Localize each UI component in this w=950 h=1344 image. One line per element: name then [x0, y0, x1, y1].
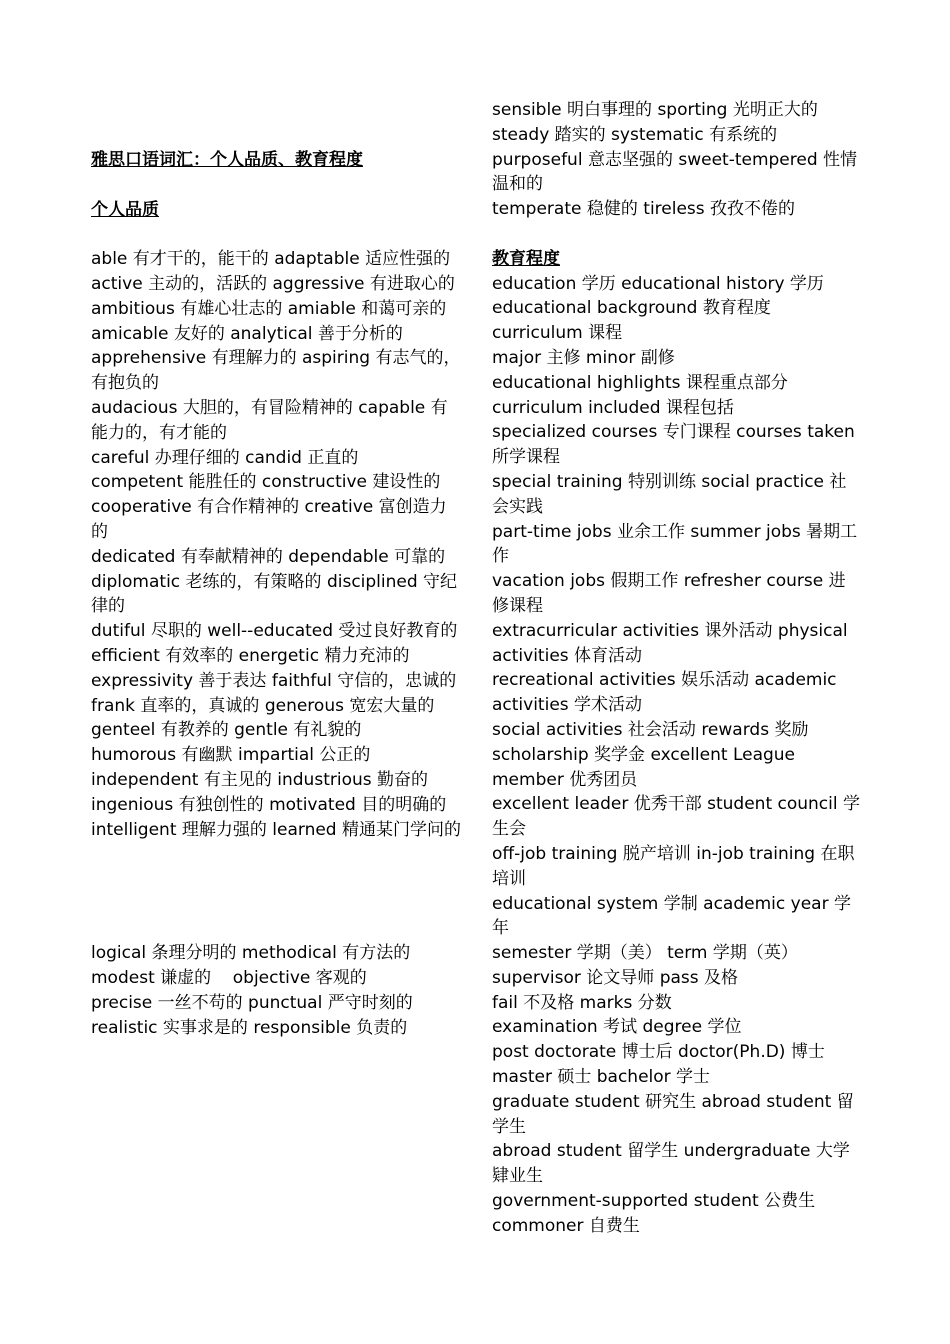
vocab-entry: abroad student 留学生 undergraduate 大学肄业生 — [492, 1141, 850, 1187]
section-heading-personal-qualities: 个人品质 — [91, 199, 159, 220]
vocab-entry: extracurricular activities 课外活动 physical activities 体育活动 — [492, 620, 854, 666]
vocab-entry: diplomatic 老练的，有策略的 disciplined 守纪律的 — [91, 571, 458, 617]
vocab-entry: commoner 自费生 — [492, 1215, 640, 1236]
vocab-entry: competent 能胜任的 constructive 建设性的 — [91, 472, 441, 493]
vocab-entry: ambitious 有雄心壮志的 amiable 和蔼可亲的 — [91, 298, 447, 319]
vocab-entry: dedicated 有奉献精神的 dependable 可靠的 — [91, 546, 446, 567]
vocab-entry: precise 一丝不苟的 punctual 严守时刻的 — [91, 992, 413, 1013]
vocab-entry: educational system 学制 academic year 学年 — [492, 893, 851, 939]
vocab-entry: intelligent 理解力强的 learned 精通某门学问的 — [91, 819, 462, 840]
vocab-entry: amicable 友好的 analytical 善于分析的 — [91, 323, 403, 344]
vocab-entry: cooperative 有合作精神的 creative 富创造力的 — [91, 497, 447, 542]
vocab-entry: educational highlights 课程重点部分 — [492, 372, 788, 393]
vocab-entry: scholarship 奖学金 excellent League member 优秀团员 — [492, 744, 801, 790]
vocab-entry: genteel 有教养的 gentle 有礼貌的 — [91, 720, 362, 741]
vocab-entry: master 硕士 bachelor 学士 — [492, 1067, 711, 1088]
vocab-entry: special training 特别训练 social practice 社会实践 — [492, 471, 847, 517]
vocab-entry: independent 有主见的 industrious 勤奋的 — [91, 769, 429, 790]
vocab-entry: excellent leader 优秀干部 student council 学生会 — [492, 794, 861, 840]
vocab-entry: off-job training 脱产培训 in-job training 在职培训 — [492, 843, 855, 889]
vocab-entry: vacation jobs 假期工作 refresher course 进修课程 — [492, 571, 846, 616]
vocab-entry: purposeful 意志坚强的 sweet-tempered 性情温和的 — [492, 149, 858, 195]
vocab-entry: dutiful 尽职的 well--educated 受过良好教育的 — [91, 621, 458, 642]
vocab-entry: able 有才干的，能干的 adaptable 适应性强的 — [91, 249, 451, 270]
vocab-entry: post doctorate 博士后 doctor(Ph.D) 博士 — [492, 1042, 825, 1063]
vocab-entry: expressivity 善于表达 faithful 守信的，忠诚的 — [91, 670, 457, 691]
vocab-entry: government-supported student 公费生 — [492, 1191, 816, 1212]
vocab-entry: recreational activities 娱乐活动 academic activities 学术活动 — [492, 670, 842, 716]
document-title: 雅思口语词汇：个人品质、教育程度 — [91, 150, 363, 170]
vocab-entry: graduate student 研究生 abroad student 留学生 — [492, 1091, 854, 1137]
vocab-entry: social activities 社会活动 rewards 奖励 — [492, 719, 809, 740]
vocab-entry: apprehensive 有理解力的 aspiring 有志气的，有抱负的 — [91, 348, 461, 394]
personal-qualities-list-continued — [91, 941, 461, 1040]
vocab-entry: part-time jobs 业余工作 summer jobs 暑期工作 — [492, 521, 858, 567]
vocab-entry: careful 办理仔细的 candid 正直的 — [91, 447, 359, 468]
vocab-entry: examination 考试 degree 学位 — [492, 1017, 742, 1038]
vocab-entry: education 学历 educational history 学历 — [492, 273, 824, 294]
vocab-entry: major 主修 minor 副修 — [492, 347, 675, 368]
vocab-entry: realistic 实事求是的 responsible 负责的 — [91, 1017, 408, 1038]
vocab-entry: logical 条理分明的 methodical 有方法的 — [91, 943, 411, 964]
vocab-entry: specialized courses 专门课程 courses taken 所学课程 — [492, 422, 861, 468]
vocab-entry: curriculum 课程 — [492, 323, 623, 344]
vocab-entry: ingenious 有独创性的 motivated 目的明确的 — [91, 794, 447, 815]
right-column — [492, 98, 862, 1239]
vocab-entry: supervisor 论文导师 pass 及格 — [492, 967, 739, 988]
vocab-entry: steady 踏实的 systematic 有系统的 — [492, 124, 778, 145]
vocab-entry: semester 学期（美） term 学期（英） — [492, 943, 798, 964]
section-heading-education: 教育程度 — [492, 248, 560, 269]
vocab-entry: efficient 有效率的 energetic 精力充沛的 — [91, 645, 410, 666]
education-list — [492, 272, 862, 1239]
vocab-entry: educational background 教育程度 — [492, 298, 771, 319]
spacer — [91, 222, 461, 247]
spacer — [492, 222, 862, 247]
spacer — [91, 842, 461, 941]
vocab-entry: active 主动的，活跃的 aggressive 有进取心的 — [91, 273, 455, 294]
personal-qualities-list — [91, 247, 461, 842]
left-column — [91, 148, 461, 1041]
spacer — [91, 173, 461, 198]
vocab-entry: audacious 大胆的，有冒险精神的 capable 有能力的，有才能的 — [91, 397, 448, 443]
vocab-entry: humorous 有幽默 impartial 公正的 — [91, 745, 371, 766]
vocab-entry: sensible 明白事理的 sporting 光明正大的 — [492, 100, 818, 120]
vocab-entry: modest 谦虚的 objective 客观的 — [91, 968, 367, 989]
vocab-entry: curriculum included 课程包括 — [492, 397, 734, 418]
vocab-entry: temperate 稳健的 tireless 孜孜不倦的 — [492, 199, 796, 220]
personal-qualities-list-right — [492, 98, 862, 222]
vocab-entry: frank 直率的，真诚的 generous 宽宏大量的 — [91, 695, 435, 716]
vocab-entry: fail 不及格 marks 分数 — [492, 992, 672, 1013]
